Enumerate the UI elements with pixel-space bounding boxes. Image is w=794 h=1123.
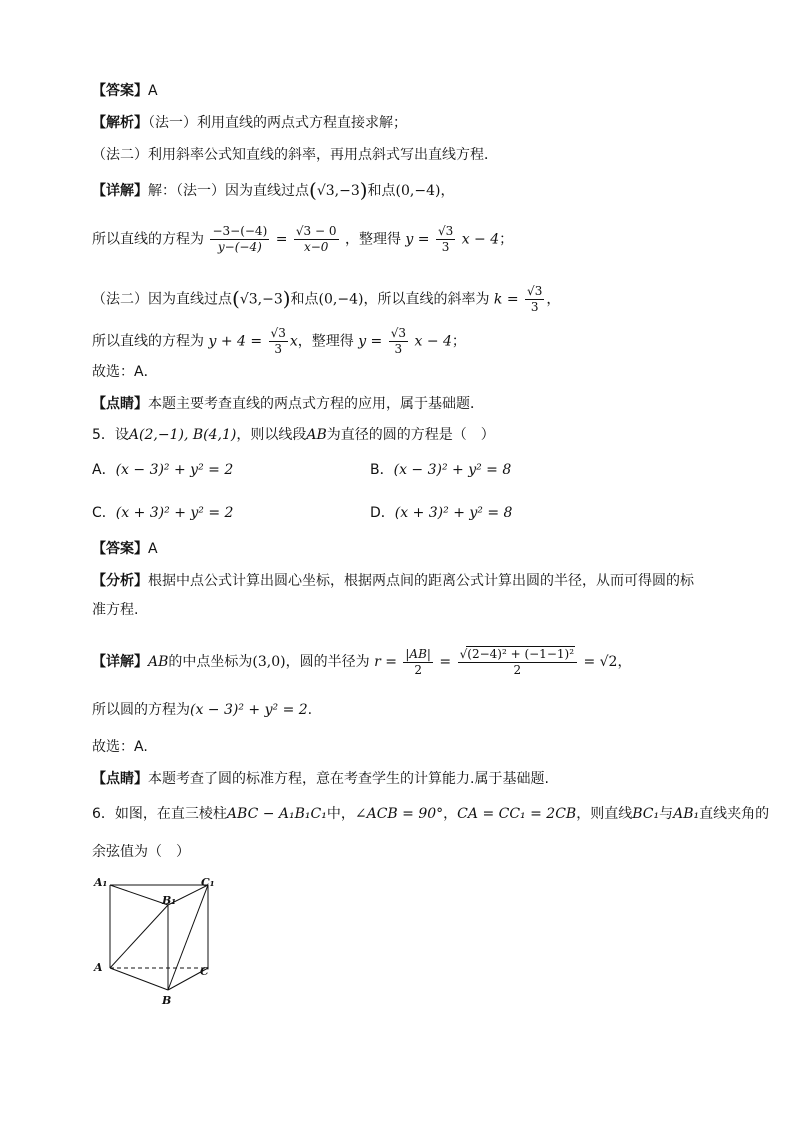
frac-num: √3 bbox=[437, 224, 454, 238]
detail-text-end: ， bbox=[440, 183, 455, 199]
option-b[interactable] bbox=[370, 460, 511, 480]
detail-text-mid: 和点 bbox=[367, 183, 396, 199]
q5-analysis-line-2: 准方程. bbox=[92, 602, 139, 618]
eq-sign: = bbox=[275, 231, 288, 248]
detail-tag: 【详解】 bbox=[92, 183, 148, 199]
answer-tag: 【答案】 bbox=[92, 83, 148, 99]
q4-equation-line-1 bbox=[92, 224, 513, 255]
detail-end: ， bbox=[617, 654, 632, 670]
answer-tag: 【答案】 bbox=[92, 541, 148, 557]
detail-mid: 的中点坐标为 bbox=[168, 654, 253, 670]
detail-tag: 【详解】 bbox=[92, 654, 148, 670]
q4-choose-line: 故选：A． bbox=[92, 364, 158, 380]
eq-end: ； bbox=[451, 333, 466, 350]
q6-line-2: AB₁ bbox=[673, 806, 700, 822]
q6-mid: 中， bbox=[326, 806, 355, 822]
eq-mid: ，整理得 bbox=[344, 231, 401, 248]
prism-figure bbox=[88, 870, 228, 1010]
eq-y: y = bbox=[405, 231, 430, 248]
point-1: √3,−3 bbox=[239, 291, 283, 308]
q6-stem-line-2: 余弦值为（ ） bbox=[92, 844, 190, 860]
q5-stem-end: 为直径的圆的方程是（ ） bbox=[326, 427, 495, 443]
paren-open: ( bbox=[309, 178, 317, 202]
option-text: (x + 3)² + y² = 8 bbox=[394, 505, 513, 521]
eq-tail: x − 4 bbox=[461, 231, 500, 248]
frac-den: 3 bbox=[394, 342, 403, 356]
method2-mid: 和点 bbox=[290, 291, 319, 308]
frac-num: √(2−4)² + (−1−1)² bbox=[458, 646, 577, 663]
radius-result: = √2 bbox=[583, 654, 618, 670]
option-text: (x − 3)² + y² = 8 bbox=[393, 462, 512, 478]
segment-ab: AB bbox=[148, 654, 169, 670]
fraction-ab-over-2 bbox=[403, 647, 433, 678]
option-label: D． bbox=[370, 505, 395, 521]
comment-text: 本题主要考查直线的两点式方程的应用，属于基础题． bbox=[148, 396, 484, 412]
q5-number: 5．设 bbox=[92, 427, 129, 443]
frac-den: 2 bbox=[513, 663, 522, 677]
comment-text: 本题考查了圆的标准方程，意在考查学生的计算能力.属于基础题. bbox=[148, 771, 549, 787]
fraction-right bbox=[294, 224, 339, 255]
q6-number: 6．如图，在直三棱柱 bbox=[92, 806, 227, 822]
q5-stem bbox=[92, 425, 495, 445]
q5-points: A(2,−1), B(4,1) bbox=[128, 427, 237, 443]
q6-sep: ， bbox=[443, 806, 458, 822]
point-2: (0,−4) bbox=[318, 291, 364, 308]
eq-mid: ，整理得 bbox=[297, 333, 354, 350]
q6-with: 与 bbox=[659, 806, 674, 822]
eq-end: ； bbox=[499, 231, 514, 248]
fraction-coef bbox=[269, 326, 288, 357]
detail-text: 解：（法一）因为直线过点 bbox=[148, 183, 309, 199]
frac-den: 3 bbox=[530, 300, 539, 314]
frac-den: y−(−4) bbox=[217, 240, 262, 254]
q4-equation-line-2 bbox=[92, 326, 466, 357]
center-coord: (3,0) bbox=[252, 654, 286, 670]
q5-choose-line: 故选：A. bbox=[92, 739, 148, 755]
analysis-tag: 【解析】 bbox=[92, 115, 148, 131]
q6-prism: ABC − A₁B₁C₁ bbox=[226, 806, 327, 822]
eq-x: x bbox=[289, 333, 298, 350]
detail-radius-text: ，圆的半径为 bbox=[285, 654, 370, 670]
fraction-slope bbox=[436, 224, 455, 255]
method2-slope-text: ，所以直线的斜率为 bbox=[363, 291, 490, 308]
frac-num: √3 bbox=[390, 326, 407, 340]
analysis-text: （法一）利用直线的两点式方程直接求解； bbox=[148, 115, 407, 131]
option-text: (x − 3)² + y² = 2 bbox=[115, 462, 234, 478]
frac-den: 3 bbox=[441, 240, 450, 254]
circle-prefix: 所以圆的方程为 bbox=[92, 702, 190, 718]
q4-detail-line-1 bbox=[92, 180, 454, 201]
frac-num: |AB| bbox=[405, 646, 431, 661]
eq-y: y = bbox=[358, 333, 383, 350]
point-1: √3,−3 bbox=[316, 183, 360, 199]
label-a: A bbox=[94, 961, 103, 974]
radius-r: r = bbox=[374, 654, 397, 670]
answer-value: A bbox=[148, 83, 158, 99]
option-d[interactable] bbox=[370, 503, 512, 523]
option-label: A． bbox=[92, 462, 116, 478]
eq-prefix: 所以直线的方程为 bbox=[92, 231, 204, 248]
q5-segment: AB bbox=[306, 427, 327, 443]
eq-prefix: 所以直线的方程为 bbox=[92, 333, 204, 350]
paren-close: ) bbox=[282, 286, 291, 311]
analysis-tag: 【分析】 bbox=[92, 573, 148, 589]
label-c1: C₁ bbox=[201, 876, 215, 889]
comment-tag: 【点睛】 bbox=[92, 396, 148, 412]
q4-analysis-line-2: （法二）利用斜率公式知直线的斜率，再用点斜式写出直线方程． bbox=[92, 147, 498, 163]
option-label: B． bbox=[370, 462, 394, 478]
q4-answer-line bbox=[92, 81, 158, 101]
fraction-slope bbox=[525, 284, 544, 315]
q6-angle: ∠ACB = 90° bbox=[354, 806, 444, 822]
frac-num: √3 bbox=[270, 326, 286, 340]
q5-comment-line bbox=[92, 769, 549, 789]
q4-method2-line bbox=[92, 284, 560, 315]
q6-stem-line-1 bbox=[92, 804, 769, 824]
label-c: C bbox=[200, 965, 209, 978]
eq-lhs: y + 4 = bbox=[208, 333, 263, 350]
option-a[interactable] bbox=[92, 460, 233, 480]
frac-den: 3 bbox=[274, 342, 282, 356]
eq-sign: = bbox=[439, 654, 452, 670]
frac-num: √3 bbox=[527, 284, 543, 298]
option-c[interactable] bbox=[92, 503, 233, 523]
frac-num: √3 − 0 bbox=[295, 224, 337, 238]
slope-k: k = bbox=[493, 291, 519, 308]
q5-answer-line bbox=[92, 539, 158, 559]
comment-tag: 【点睛】 bbox=[92, 771, 148, 787]
q6-mid2: ，则直线 bbox=[576, 806, 633, 822]
q5-stem-mid: ，则以线段 bbox=[236, 427, 307, 443]
q6-stem-end: 直线夹角的 bbox=[699, 806, 770, 822]
edge-a1b1 bbox=[110, 885, 168, 905]
paren-close: ) bbox=[359, 178, 368, 202]
segment-ab1 bbox=[110, 905, 168, 968]
fraction-distance bbox=[458, 646, 577, 678]
frac-den: 2 bbox=[414, 662, 422, 677]
label-b1: B₁ bbox=[162, 894, 177, 907]
paren-open: ( bbox=[232, 286, 240, 311]
q6-line-1: BC₁ bbox=[632, 806, 660, 822]
q5-analysis-line-1 bbox=[92, 571, 694, 591]
point-2: (0,−4) bbox=[395, 183, 441, 199]
method2-text: （法二）因为直线过点 bbox=[92, 291, 232, 308]
method2-end: ， bbox=[546, 291, 561, 308]
q5-detail-line bbox=[92, 646, 631, 678]
q6-relation: CA = CC₁ = 2CB bbox=[457, 806, 577, 822]
fraction-slope bbox=[389, 326, 408, 357]
edge-ab bbox=[110, 968, 168, 990]
eq-tail: x − 4 bbox=[414, 333, 452, 350]
option-text: (x + 3)² + y² = 2 bbox=[115, 505, 234, 521]
label-b: B bbox=[162, 994, 172, 1007]
frac-den: x−0 bbox=[303, 240, 329, 254]
option-label: C． bbox=[92, 505, 116, 521]
fraction-left bbox=[210, 224, 269, 255]
q4-comment-line bbox=[92, 394, 484, 414]
q4-analysis-line-1 bbox=[92, 113, 407, 133]
circle-equation: (x − 3)² + y² = 2 bbox=[190, 702, 308, 718]
q5-circle-line bbox=[92, 700, 312, 720]
frac-num: −3−(−4) bbox=[212, 224, 268, 238]
label-a1: A₁ bbox=[94, 876, 108, 889]
circle-end: . bbox=[307, 702, 313, 718]
sqrt-body: (2−4)² + (−1−1)² bbox=[467, 647, 574, 661]
answer-value: A bbox=[148, 541, 158, 557]
analysis-text: 根据中点公式计算出圆心坐标，根据两点间的距离公式计算出圆的半径，从而可得圆的标 bbox=[148, 573, 694, 589]
